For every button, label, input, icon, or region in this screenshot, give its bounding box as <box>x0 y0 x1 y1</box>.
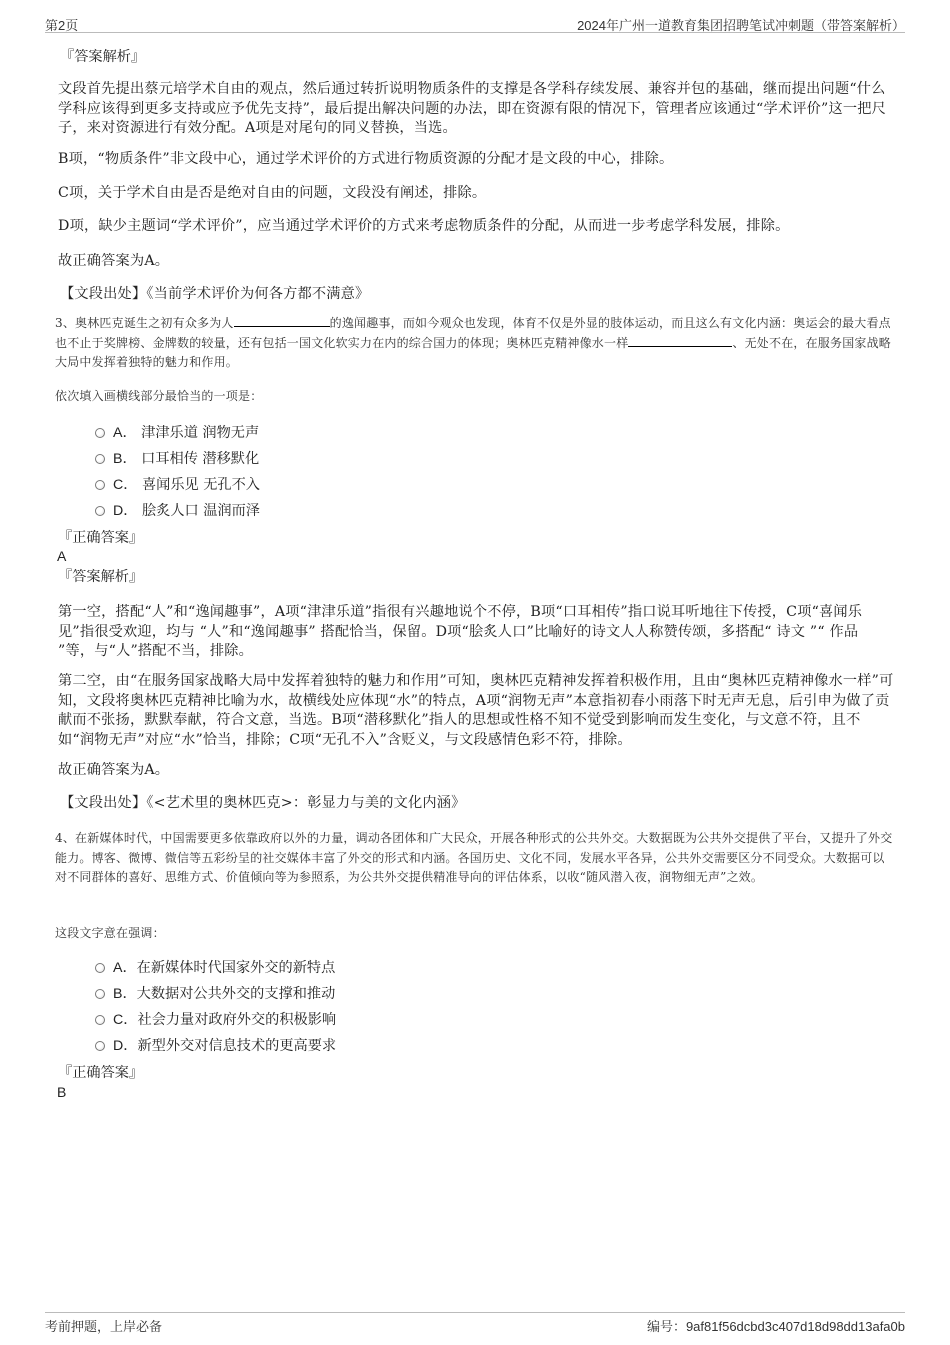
radio-icon[interactable] <box>95 963 105 973</box>
q3-answer-tag: 『正确答案』 <box>58 530 144 546</box>
q2-explain-para-1: 文段首先提出蔡元培学术自由的观点，然后通过转折说明物质条件的支撑是各学科存续发展、兼容并包的基础，继而提出问题“什么学科应该得到更多支持或应予优先支持”，最后提出解决问题的办法，即在资源有限的情况下，管理者应该通过“学术评价”这一把尺子，来对资源进行有效分配。A项是对尾句的同义替换，当选。 <box>58 81 887 136</box>
q4-option-b[interactable]: B．大数据对公共外交的支撑和推动 <box>95 984 335 1004</box>
q3-option-b[interactable]: B． 口耳相传 潜移默化 <box>95 449 259 469</box>
radio-icon[interactable] <box>95 428 105 438</box>
q3-option-d[interactable]: D． 脍炙人口 温润而泽 <box>95 501 260 521</box>
radio-icon[interactable] <box>95 1041 105 1051</box>
radio-icon[interactable] <box>95 1015 105 1025</box>
q4-prompt: 这段文字意在强调： <box>55 926 165 940</box>
q2-source: 【文段出处】《当前学术评价为何各方都不满意》 <box>60 286 370 302</box>
q2-explain-tag: 『答案解析』 <box>60 49 146 65</box>
q4-answer: B <box>57 1084 67 1100</box>
q4-answer-tag: 『正确答案』 <box>58 1065 144 1081</box>
q3-prompt: 依次填入画横线部分最恰当的一项是： <box>55 389 263 403</box>
q3-explain-tag: 『答案解析』 <box>58 569 144 585</box>
page-header <box>45 12 905 33</box>
q2-explain-para-3: C项，关于学术自由是否是绝对自由的问题，文段没有阐述，排除。 <box>58 185 487 201</box>
q2-explain-para-4: D项，缺少主题词“学术评价”，应当通过学术评价的方式来考虑物质条件的分配，从而进一步考虑学科发展，排除。 <box>58 218 790 234</box>
q4-stem: 4、在新媒体时代，中国需要更多依靠政府以外的力量，调动各团体和广大民众，开展各种形式的公共外交。大数据既为公共外交提供了平台，又提升了外交能力。博客、微博、微信等五彩纷呈的社交媒体丰富了外交的形式和内涵。各国历史、文化不同，发展水平各异，公共外交需要区分不同受众。大数据可以对不同群体的喜好、思维方式、价值倾向等为参照系，为公共外交提供精准导向的评估体系，以收“随风潜入夜，润物细无声”之效。 <box>55 831 893 884</box>
q3-explain-para-2: 第二空，由“在服务国家战略大局中发挥着独特的魅力和作用”可知，奥林匹克精神发挥着积极作用，且由“奥林匹克精神像水一样”可知，文段将奥林匹克精神比喻为水，故横线处应体现“水”的特点，A项“润物无声”本意指初春小雨落下时无声无息，后引申为做了贡献而不张扬，默默奉献，符合文意，当选。B项“潜移默化”指人的思想或性格不知不觉受到影响而发生变化，与文意不符，且不如“润物无声”对应“水”恰当，排除；C项“无孔不入”含贬义，与文段感情色彩不符，排除。 <box>58 673 894 748</box>
radio-icon[interactable] <box>95 506 105 516</box>
q3-stem: 3、奥林匹克诞生之初有众多为人 的逸闻趣事，而如今观众也发现，体育不仅是外显的肢体运动，而且这么有文化内涵：奥运会的最大看点也不止于奖牌榜、金牌数的较量，还有包括一国文化软实力在内的综合国力的体现；奥林匹克精神像水一样 、无处不在，在服务国家战略大局中发挥着独特的魅力和作用。 <box>55 316 892 369</box>
q3-conclusion: 故正确答案为A。 <box>58 762 170 778</box>
q4-option-c[interactable]: C．社会力量对政府外交的积极影响 <box>95 1010 336 1030</box>
q3-source: 【文段出处】《<艺术里的奥林匹克>：彰显力与美的文化内涵》 <box>60 795 466 811</box>
footer-slogan: 考前押题，上岸必备 <box>45 1319 163 1334</box>
q3-explain-para-1: 第一空，搭配“人”和“逸闻趣事”，A项“津津乐道”指很有兴趣地说个不停，B项“口耳相传”指口说耳听地往下传授，C项“喜闻乐见”指很受欢迎，均与 “人”和“逸闻趣事” 搭配恰当，保留。D项“脍炙人口”比喻好的诗文人人称赞传颂，多搭配“ 诗文 ”“ 作品 ”等，与“人”搭配不当，排除。 <box>58 604 863 659</box>
radio-icon[interactable] <box>95 989 105 999</box>
page-footer <box>45 1312 905 1333</box>
q3-option-a[interactable]: A． 津津乐道 润物无声 <box>95 423 259 443</box>
radio-icon[interactable] <box>95 480 105 490</box>
document-id: 编号：9af81f56dcbd3c407d18d98dd13afa0b <box>646 1319 905 1334</box>
q4-option-a[interactable]: A．在新媒体时代国家外交的新特点 <box>95 958 335 978</box>
radio-icon[interactable] <box>95 454 105 464</box>
fill-blank-1 <box>234 314 330 327</box>
q3-option-c[interactable]: C． 喜闻乐见 无孔不入 <box>95 475 260 495</box>
document-title: 2024年广州一道教育集团招聘笔试冲刺题（带答案解析） <box>577 18 905 33</box>
fill-blank-2 <box>628 334 732 347</box>
q2-conclusion: 故正确答案为A。 <box>58 253 170 269</box>
page-number: 第2页 <box>45 18 79 33</box>
q2-explain-para-2: B项，“物质条件”非文段中心，通过学术评价的方式进行物质资源的分配才是文段的中心，排除。 <box>58 151 674 167</box>
q4-option-d[interactable]: D．新型外交对信息技术的更高要求 <box>95 1036 336 1056</box>
q3-answer: A <box>57 548 67 564</box>
